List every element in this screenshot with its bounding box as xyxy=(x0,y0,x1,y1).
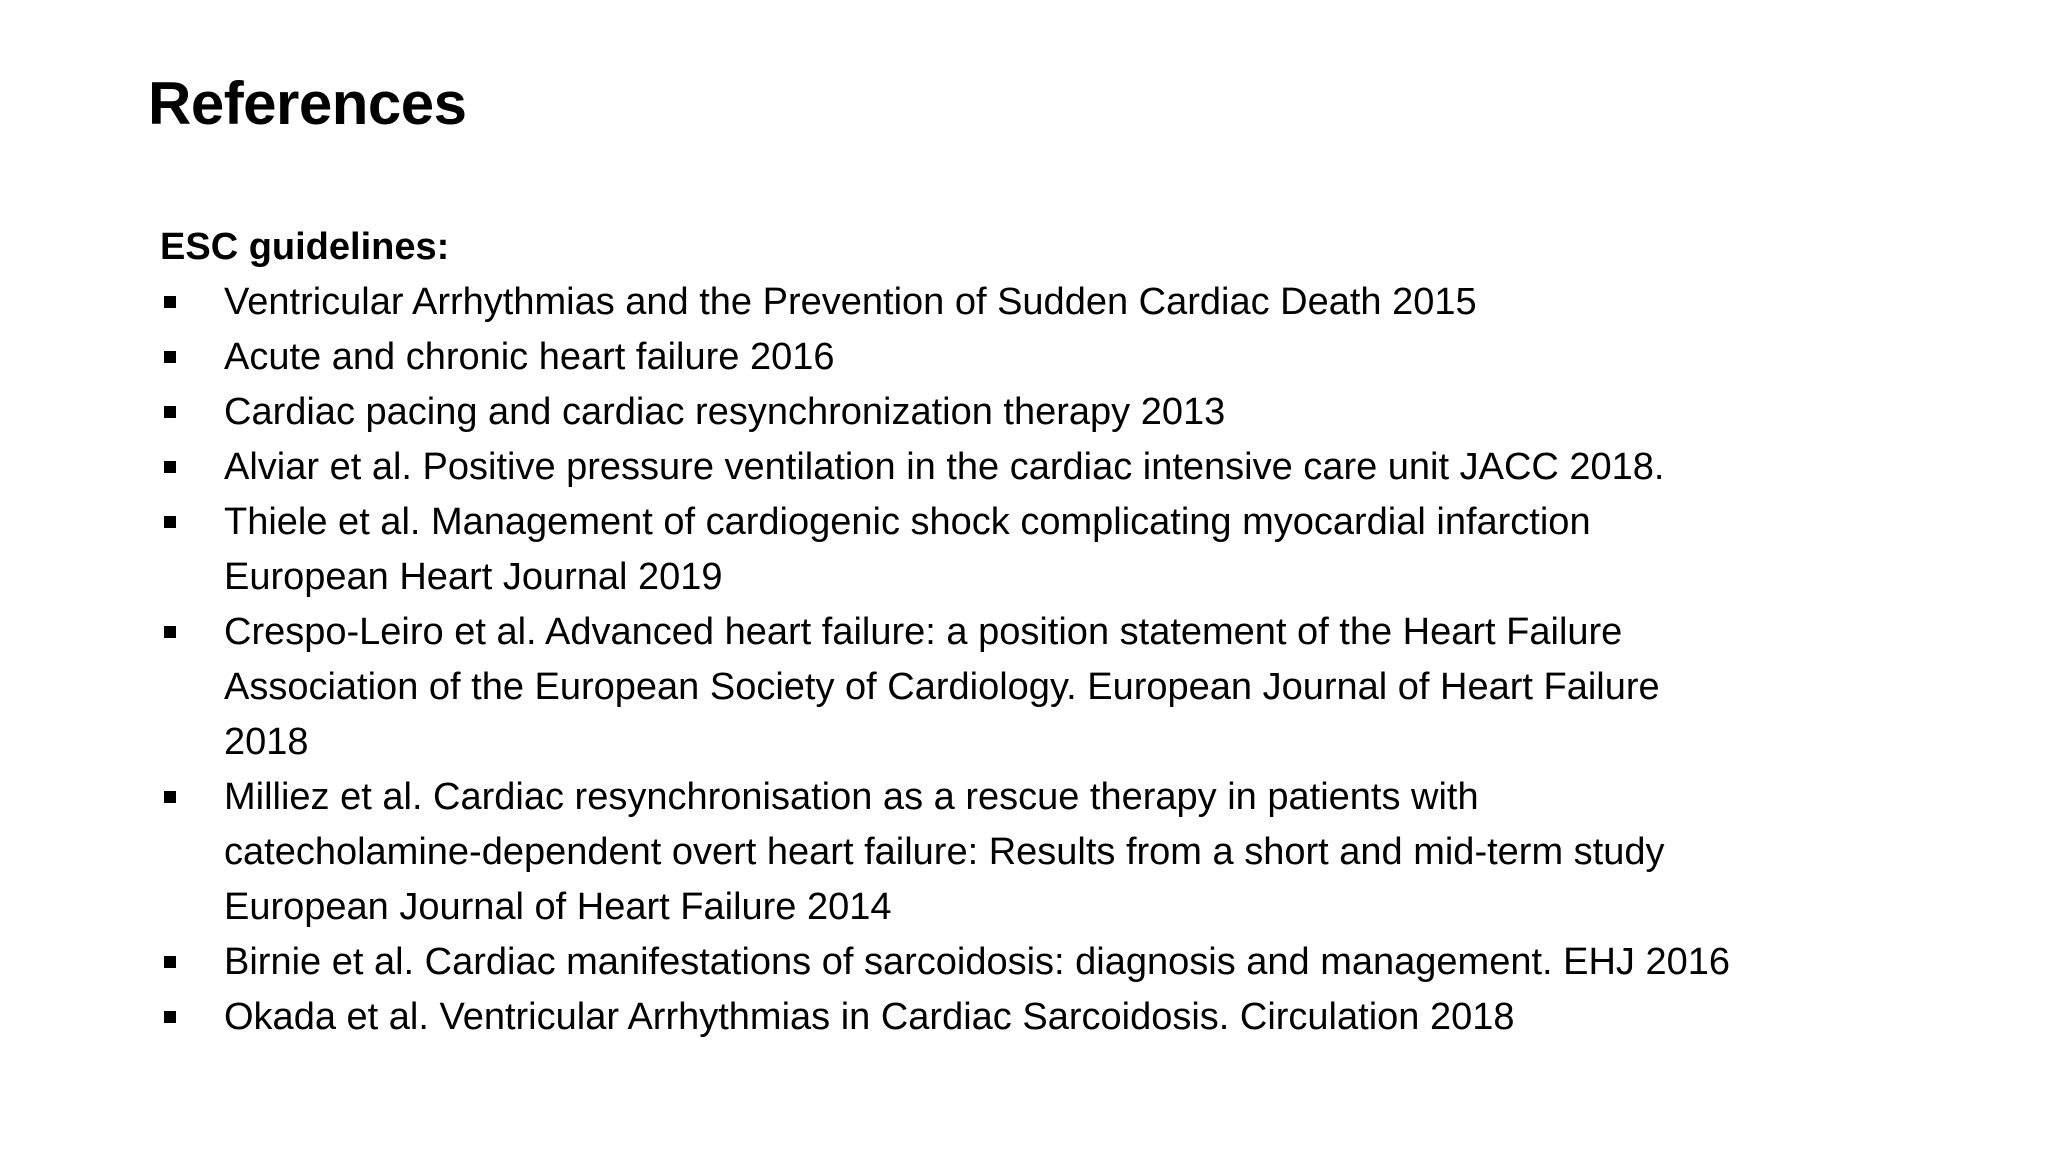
reference-line: Birnie et al. Cardiac manifestations of sarcoidosis: diagnosis and management. EHJ 2016 xyxy=(224,941,1731,983)
reference-item xyxy=(160,330,1920,385)
reference-line: Milliez et al. Cardiac resynchronisation as a rescue therapy in patients with xyxy=(224,776,1479,818)
reference-line: 2018 xyxy=(224,721,309,763)
reference-line: Alviar et al. Positive pressure ventilation in the cardiac intensive care unit JACC 2018. xyxy=(224,446,1665,488)
slide-title: References xyxy=(148,70,467,137)
square-bullet-icon xyxy=(164,351,176,363)
square-bullet-icon xyxy=(164,1011,176,1023)
reference-line: Association of the European Society of Cardiology. European Journal of Heart Failure xyxy=(224,666,1660,708)
square-bullet-icon xyxy=(164,296,176,308)
reference-line: Thiele et al. Management of cardiogenic shock complicating myocardial infarction xyxy=(224,501,1591,543)
reference-item xyxy=(160,935,1920,990)
square-bullet-icon xyxy=(164,791,176,803)
square-bullet-icon xyxy=(164,626,176,638)
reference-item xyxy=(160,440,1920,495)
reference-item xyxy=(160,385,1920,440)
reference-item xyxy=(160,605,1920,770)
square-bullet-icon xyxy=(164,956,176,968)
reference-line: Crespo-Leiro et al. Advanced heart failure: a position statement of the Heart Failure xyxy=(224,611,1623,653)
references-content xyxy=(160,220,1920,1045)
section-heading: ESC guidelines: xyxy=(160,226,450,268)
square-bullet-icon xyxy=(164,406,176,418)
reference-line: catecholamine-dependent overt heart failure: Results from a short and mid-term study xyxy=(224,831,1665,873)
square-bullet-icon xyxy=(164,461,176,473)
reference-item xyxy=(160,275,1920,330)
reference-item xyxy=(160,495,1920,605)
reference-line: Ventricular Arrhythmias and the Prevention of Sudden Cardiac Death 2015 xyxy=(224,281,1477,323)
reference-line: Acute and chronic heart failure 2016 xyxy=(224,336,835,378)
square-bullet-icon xyxy=(164,516,176,528)
reference-line: European Heart Journal 2019 xyxy=(224,556,723,598)
reference-line: Okada et al. Ventricular Arrhythmias in Cardiac Sarcoidosis. Circulation 2018 xyxy=(224,996,1515,1038)
reference-item xyxy=(160,990,1920,1045)
reference-line: Cardiac pacing and cardiac resynchronization therapy 2013 xyxy=(224,391,1226,433)
reference-line: European Journal of Heart Failure 2014 xyxy=(224,886,892,928)
reference-item xyxy=(160,770,1920,935)
reference-list xyxy=(160,275,1920,1045)
